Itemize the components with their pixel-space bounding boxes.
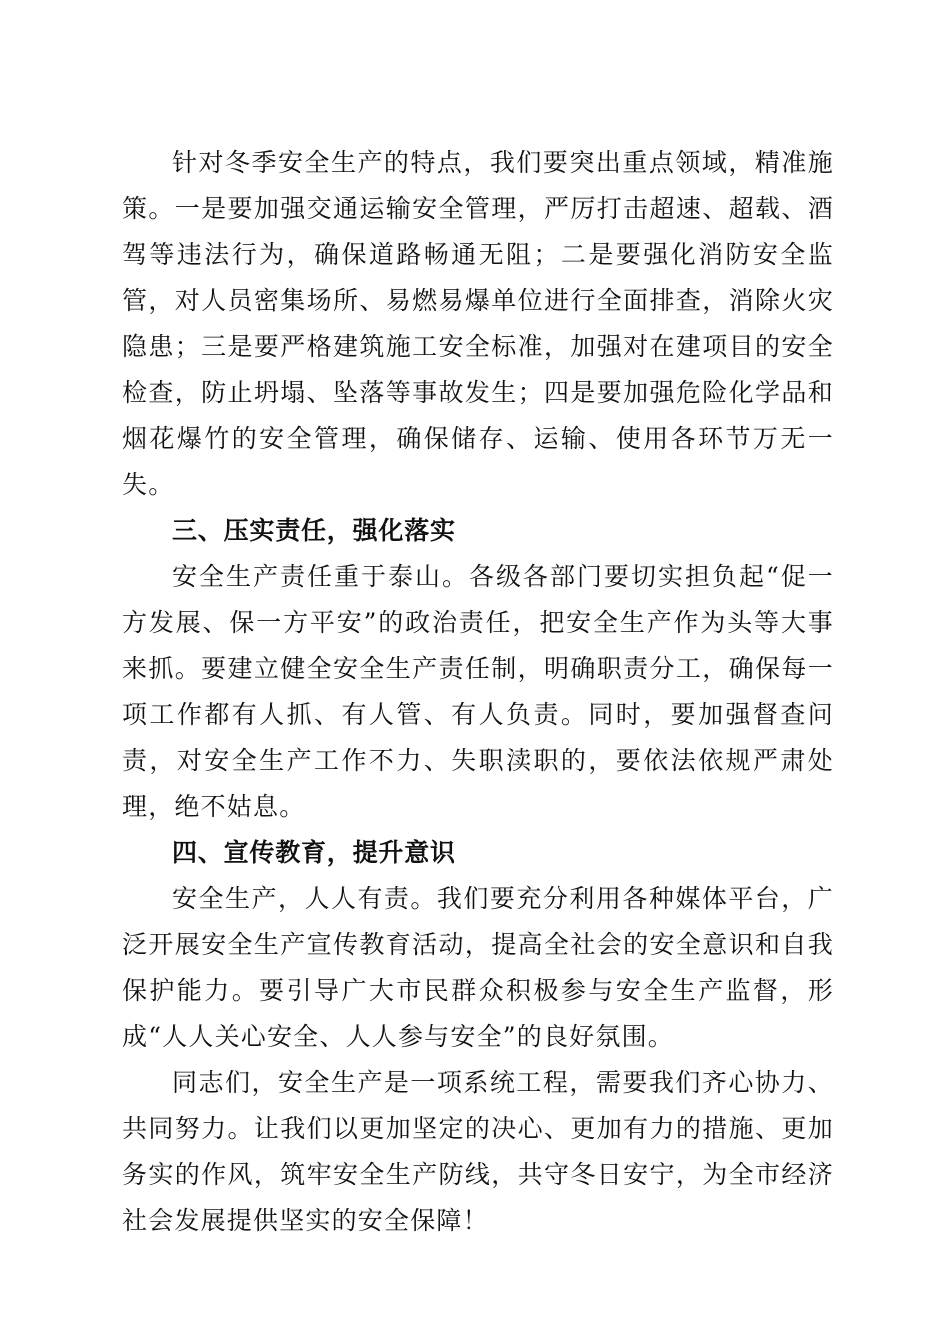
- section-heading-education: 四、宣传教育，提升意识: [172, 838, 456, 867]
- document-body: [122, 140, 834, 1244]
- paragraph-responsibility: 安全生产责任重于泰山。各级各部门要切实担负起“促一方发展、保一方平安”的政治责任，把安全生产作为头等大事来抓。要建立健全安全生产责任制，明确职责分工，确保每一项工作都有人抓、有人管、有人负责。同时，要加强督查问责，对安全生产工作不力、失职渎职的，要依法依规严肃处理，绝不姑息。: [122, 562, 834, 821]
- paragraph-closing: 同志们，安全生产是一项系统工程，需要我们齐心协力、共同努力。让我们以更加坚定的决心、更加有力的措施、更加务实的作风，筑牢安全生产防线，共守冬日安宁，为全市经济社会发展提供坚实的安全保障！: [122, 1068, 834, 1235]
- paragraph-education: 安全生产，人人有责。我们要充分利用各种媒体平台，广泛开展安全生产宣传教育活动，提高全社会的安全意识和自我保护能力。要引导广大市民群众积极参与安全生产监督，形成“人人关心安全、人人参与安全”的良好氛围。: [122, 884, 834, 1051]
- paragraph-winter-safety-measures: 针对冬季安全生产的特点，我们要突出重点领域，精准施策。一是要加强交通运输安全管理，严厉打击超速、超载、酒驾等违法行为，确保道路畅通无阻；二是要强化消防安全监管，对人员密集场所、易燃易爆单位进行全面排查，消除火灾隐患；三是要严格建筑施工安全标准，加强对在建项目的安全检查，防止坍塌、坠落等事故发生；四是要加强危险化学品和烟花爆竹的安全管理，确保储存、运输、使用各环节万无一失。: [122, 148, 834, 499]
- section-heading-responsibility: 三、压实责任，强化落实: [172, 516, 456, 545]
